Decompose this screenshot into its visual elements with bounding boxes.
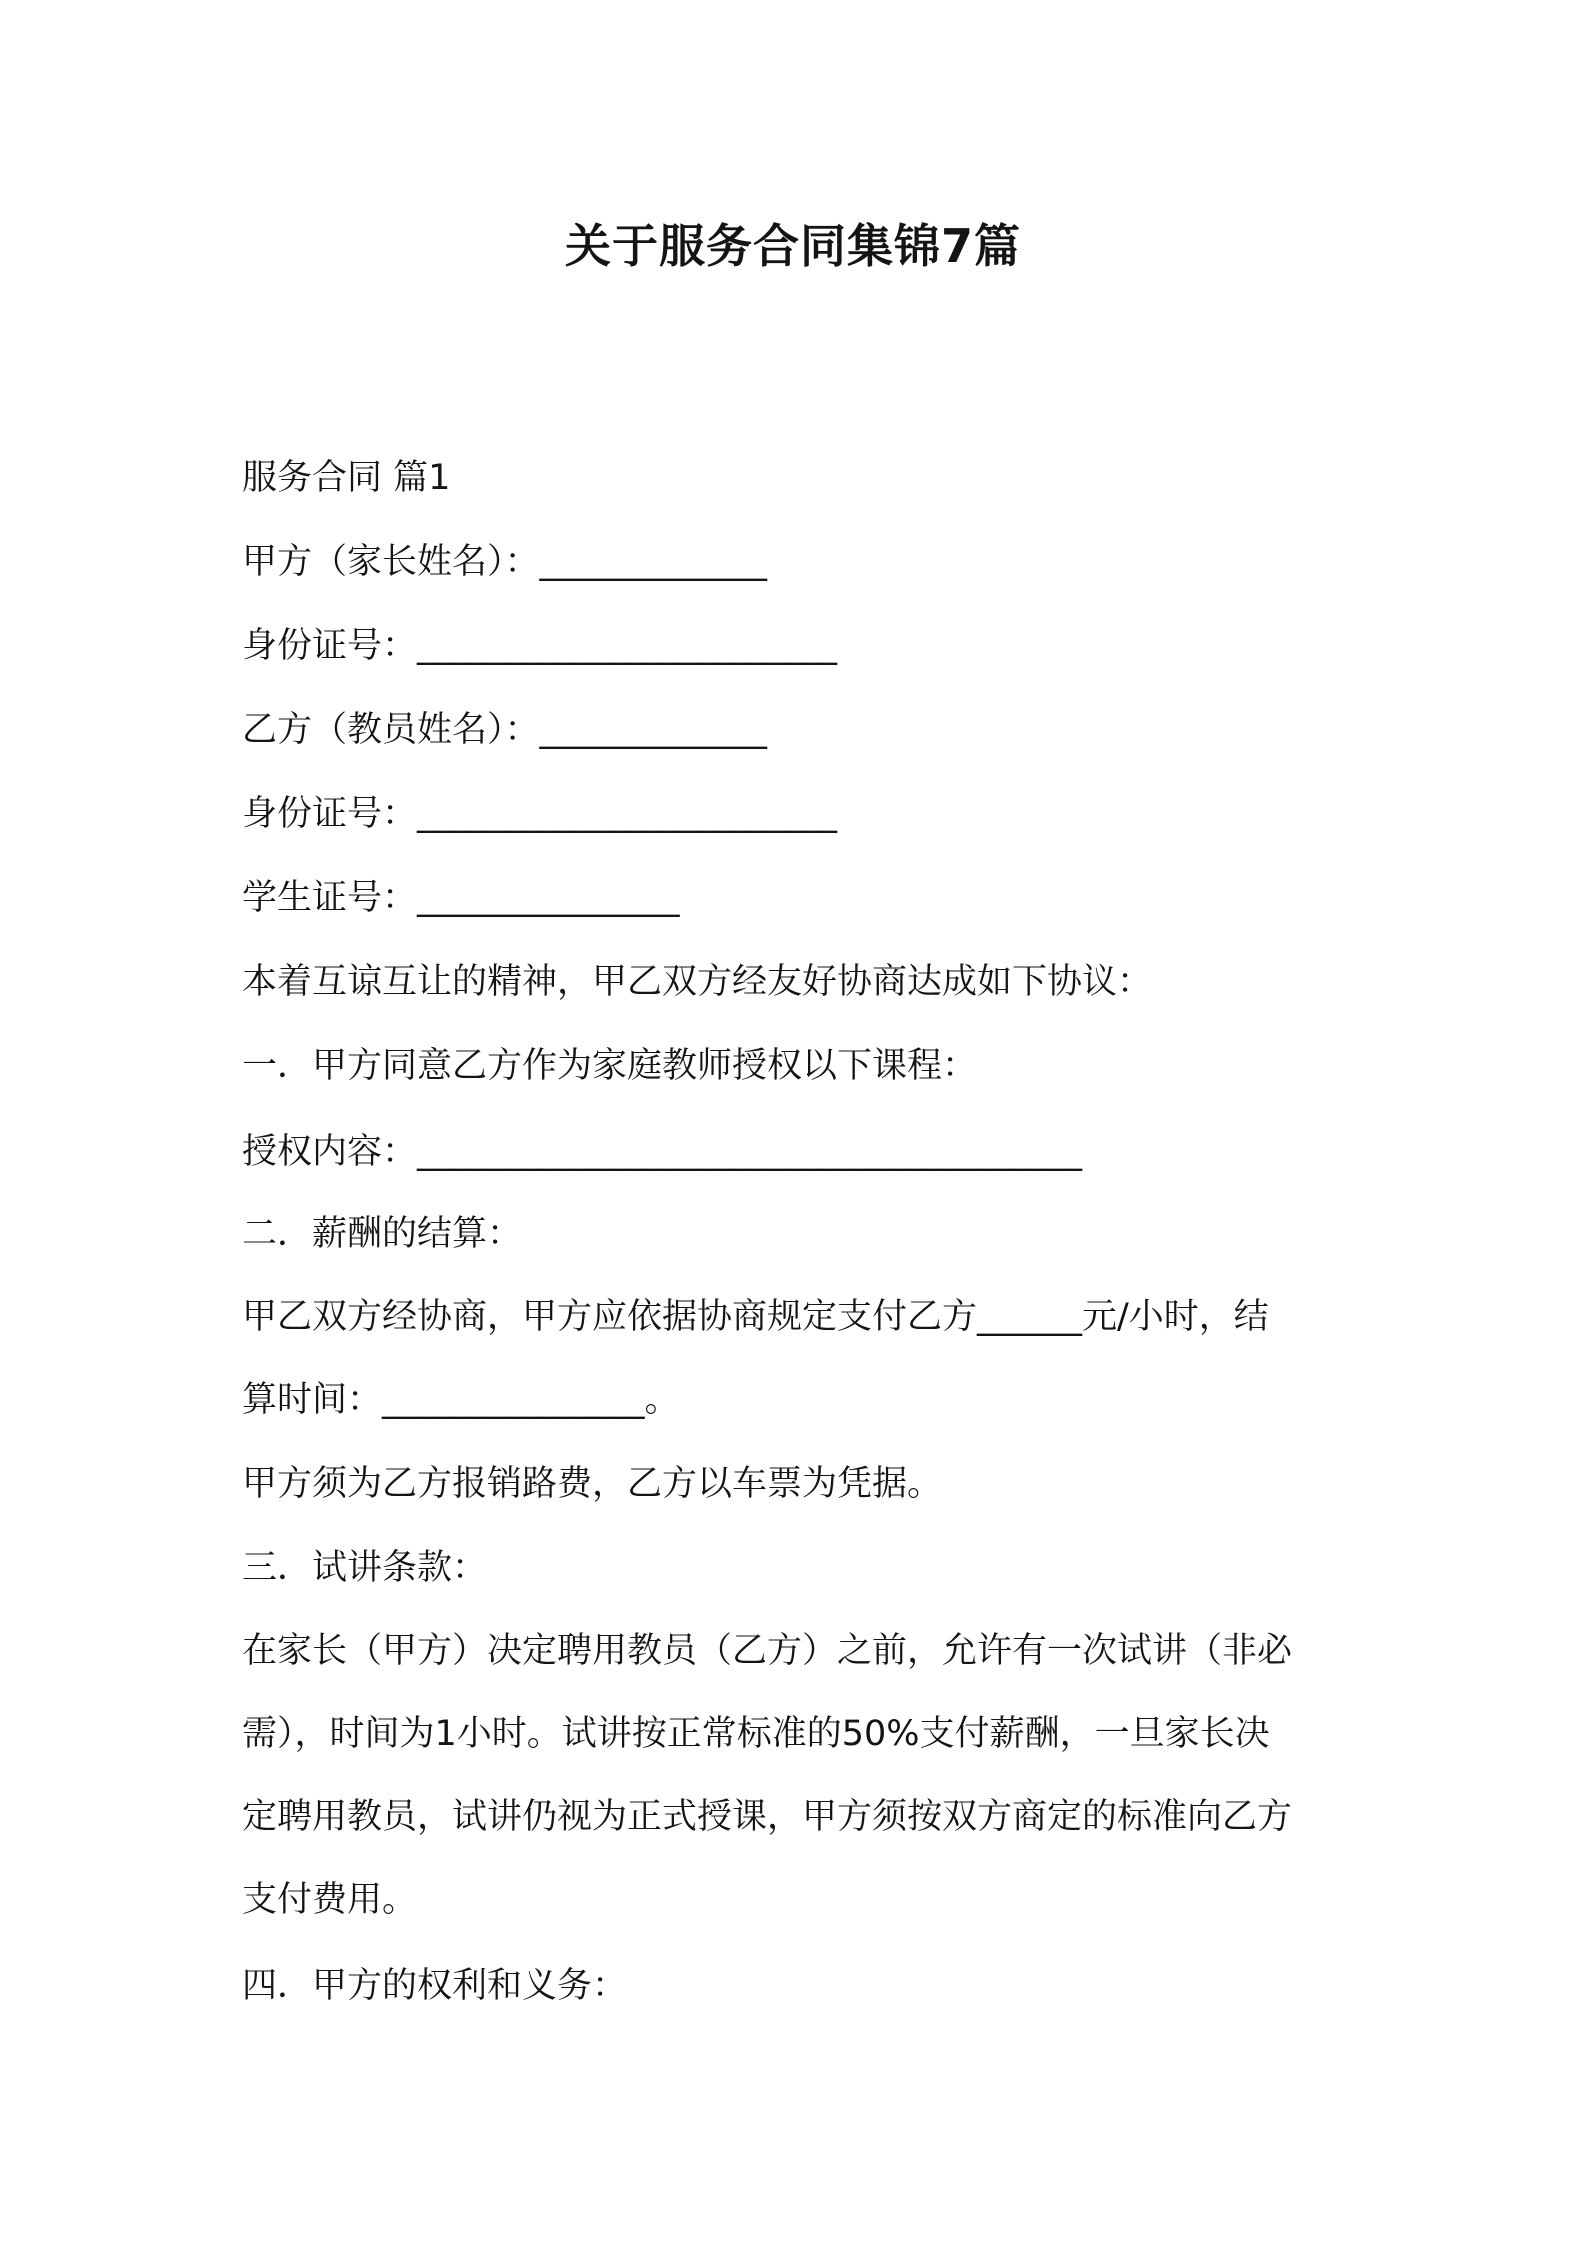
clause-3-heading: 三．试讲条款： [242, 1548, 488, 1588]
intro-text: 本着互谅互让的精神，甲乙双方经友好协商达成如下协议： [242, 962, 1153, 1002]
clause-3-text-line: 支付费用。 [242, 1880, 418, 1920]
document-title: 关于服务合同集锦7篇 [564, 219, 1021, 273]
clause-4-heading: 四．甲方的权利和义务： [242, 1966, 628, 2006]
section-heading: 服务合同 篇1 [242, 458, 451, 498]
party-b-id-field: 身份证号：________________________ [242, 794, 838, 834]
clause-1-content-field: 授权内容：______________________________________ [242, 1132, 1083, 1172]
clause-2-text [242, 1276, 1362, 1442]
student-id-field: 学生证号：_______________ [242, 878, 680, 918]
party-a-name-field: 甲方（家长姓名）：_____________ [242, 542, 768, 582]
clause-3-text-line: 在家长（甲方）决定聘用教员（乙方）之前，允许有一次试讲（非必 [242, 1631, 1293, 1671]
clause-3-text-line: 需），时间为1小时。试讲按正常标准的50%支付薪酬，一旦家长决 [242, 1714, 1270, 1754]
clause-1-heading: 一．甲方同意乙方作为家庭教师授权以下课程： [242, 1046, 978, 1086]
clause-3-text [242, 1610, 1362, 1942]
party-a-id-field: 身份证号：________________________ [242, 626, 838, 666]
clause-2-text-line: 算时间：_______________。 [242, 1380, 680, 1420]
party-b-name-field: 乙方（教员姓名）：_____________ [242, 710, 768, 750]
clause-2-travel-text: 甲方须为乙方报销路费，乙方以车票为凭据。 [242, 1464, 943, 1504]
clause-2-heading: 二．薪酬的结算： [242, 1214, 523, 1254]
clause-3-text-line: 定聘用教员，试讲仍视为正式授课，甲方须按双方商定的标准向乙方 [242, 1797, 1293, 1837]
clause-2-text-line: 甲乙双方经协商，甲方应依据协商规定支付乙方______元/小时，结 [242, 1297, 1269, 1337]
